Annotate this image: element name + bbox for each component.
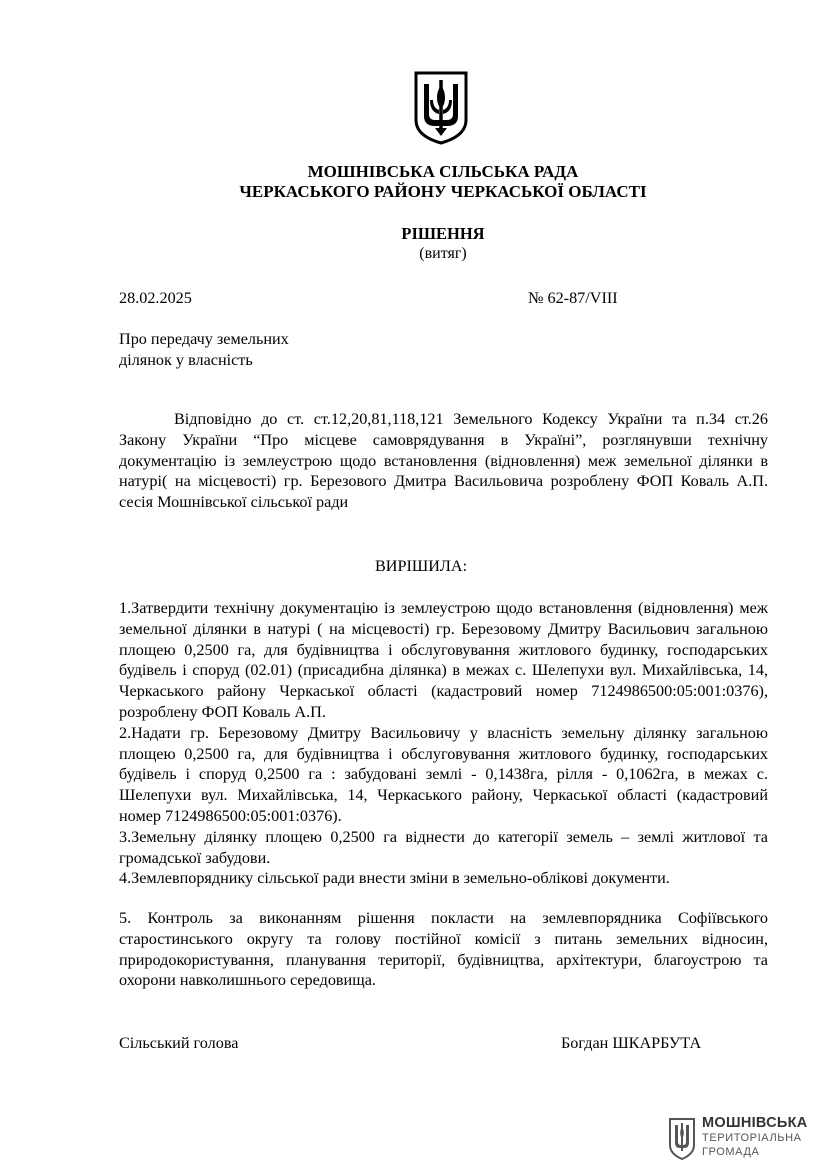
logo-subtitle-1: ТЕРИТОРІАЛЬНА bbox=[702, 1132, 802, 1144]
decision-date: 28.02.2025 bbox=[119, 289, 192, 307]
logo-subtitle-2: ГРОМАДА bbox=[702, 1146, 760, 1158]
signature-name: Богдан ШКАРБУТА bbox=[561, 1034, 702, 1052]
council-district: ЧЕРКАСЬКОГО РАЙОНУ ЧЕРКАСЬКОЇ ОБЛАСТІ bbox=[239, 182, 647, 201]
decision-item: 1.Затвердити технічну документацію із землеустрою щодо встановлення (відновлення) меж земельної ділянки в натурі ( на місцевості) гр. Березовому Дмитру Васильович загальною площею 0,2500 га, для будівництва і обслуговування житлового будинку, господарських будівель і споруд (02.01) (присадибна ділянка) в межах с. Шелепухи вул. Михайлівська, 14, Черкаського району Черкаської області (кадастровий номер 7124986500:05:001:0376), розроблену ФОП Коваль А.П. bbox=[119, 599, 768, 721]
subject-line-2: ділянок у власність bbox=[119, 351, 253, 369]
decision-number: № 62-87/VIII bbox=[528, 289, 618, 307]
document-type: РІШЕННЯ bbox=[401, 224, 485, 243]
council-name: МОШНІВСЬКА СІЛЬСЬКА РАДА bbox=[307, 162, 579, 181]
decision-item-5: 5. Контроль за виконанням рішення покласти на землевпорядника Софіївського старостинського округу та голову постійної комісії з питань земельних відносин, природокористування, планування території, будівництва, архітектури, благоустрою та охорони навколишнього середовища. bbox=[119, 909, 768, 990]
decision-items bbox=[119, 598, 768, 889]
decision-item: 2.Надати гр. Березовому Дмитру Васильовичу у власність земельну ділянку загальною площею 0,2500 га, для будівництва і обслуговування житлового будинку, господарських будівель і споруд 0,2500 га : забудовані землі - 0,1438га, рілля - 0,1062га, в межах с. Шелепухи вул. Михайлівська, 14, Черкаського району, Черкаської області (кадастровий номер 7124986500:05:001:0376). bbox=[119, 723, 768, 825]
decided-heading: ВИРІШИЛА: bbox=[375, 557, 468, 575]
subject-line-1: Про передачу земельних bbox=[119, 330, 289, 348]
tryzub-logo-icon bbox=[668, 1117, 696, 1161]
document-subtype: (витяг) bbox=[419, 245, 467, 262]
footer-logo bbox=[668, 1115, 818, 1163]
decision-item: 3.Земельну ділянку площею 0,2500 га віднести до категорії земель – землі житлової та громадської забудови. bbox=[119, 827, 768, 867]
tryzub-coat-of-arms-icon bbox=[413, 70, 469, 146]
signature-position: Сільський голова bbox=[119, 1034, 239, 1052]
decision-item: 4.Землевпоряднику сільської ради внести зміни в земельно-облікові документи. bbox=[119, 869, 670, 888]
preamble-paragraph: Відповідно до ст. ст.12,20,81,118,121 Земельного Кодексу України та п.34 ст.26 Закону України “Про місцеве самоврядування в Україні”, розглянувши технічну документацію із землеустрою щодо встановлення (відновлення) меж земельної ділянки в натурі( на місцевості) гр. Березового Дмитра Васильовича розроблену ФОП Коваль А.П. сесія Мошнівської сільської ради bbox=[119, 410, 768, 512]
logo-title: МОШНІВСЬКА bbox=[702, 1115, 808, 1131]
